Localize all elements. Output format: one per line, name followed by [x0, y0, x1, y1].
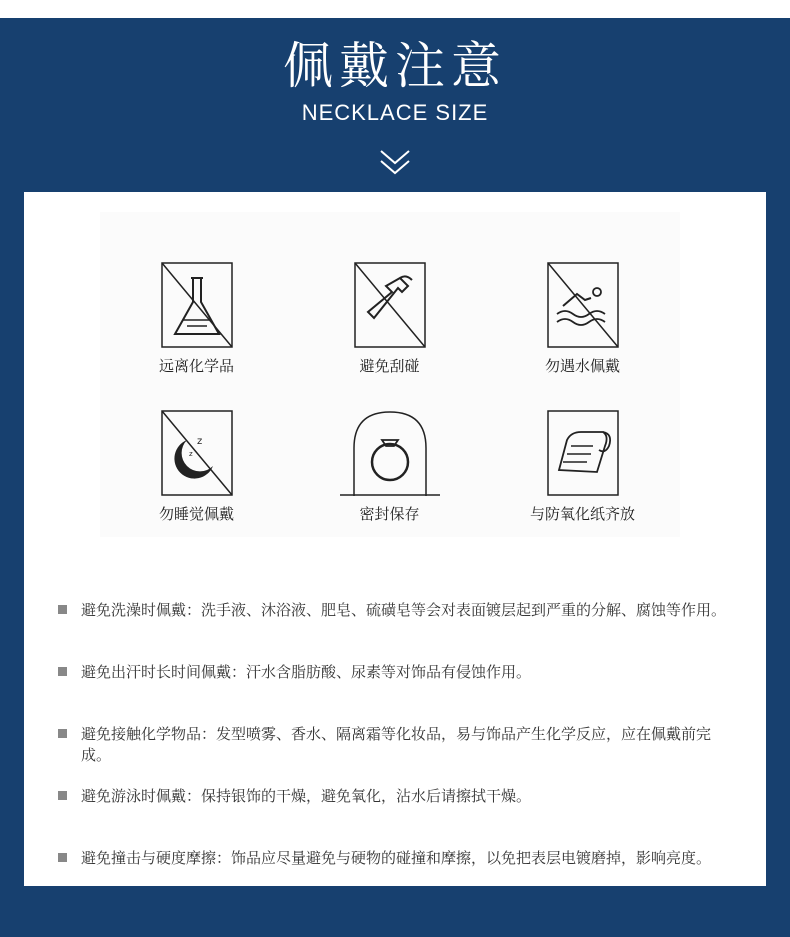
icon-item-sleep [100, 410, 293, 524]
icon-label: 勿睡觉佩戴 [158, 505, 234, 523]
icon-label: 远离化学品 [158, 357, 234, 375]
list-item [58, 848, 738, 869]
note-text: 避免洗澡时佩戴：洗手液、沐浴液、肥皂、硫磺皂等会对表面镀层起到严重的分解、腐蚀等作用。 [81, 601, 727, 619]
ring-storage-icon [340, 410, 440, 496]
page-subtitle: NECKLACE SIZE [301, 100, 489, 125]
sleep-moon-icon [161, 410, 233, 496]
note-text: 避免出汗时长时间佩戴：汗水含脂肪酸、尿素等对饰品有侵蚀作用。 [81, 663, 532, 681]
bullet-square-icon [58, 605, 67, 614]
note-text: 避免游泳时佩戴：保持银饰的干燥，避免氧化，沾水后请擦拭干燥。 [81, 787, 532, 805]
hammer-icon [354, 262, 426, 348]
list-item [58, 786, 738, 807]
icon-item-water [486, 262, 679, 376]
chemical-flask-icon [161, 262, 233, 348]
icon-label: 密封保存 [359, 505, 420, 523]
icon-item-chemicals [100, 262, 293, 376]
icon-item-sealed [293, 410, 486, 524]
page-title: 佩戴注意 [283, 37, 507, 95]
bullet-square-icon [58, 853, 67, 862]
icon-label: 与防氧化纸齐放 [529, 505, 635, 523]
icon-label: 勿遇水佩戴 [544, 357, 620, 375]
icon-item-antioxidant [486, 410, 679, 524]
bullet-square-icon [58, 729, 67, 738]
list-item [58, 724, 738, 766]
bullet-square-icon [58, 791, 67, 800]
icon-item-scratch [293, 262, 486, 376]
double-chevron-down-icon [378, 145, 412, 179]
note-text: 避免接触化学物品：发型喷雾、香水、隔离霜等化妆品，易与饰品产生化学反应，应在佩戴前完成。 [81, 725, 712, 764]
svg-text:z: z [188, 450, 193, 458]
bullet-square-icon [58, 667, 67, 676]
content-card [24, 192, 766, 886]
svg-text:z: z [196, 436, 202, 447]
swimming-icon [547, 262, 619, 348]
note-text: 避免撞击与硬度摩擦：饰品应尽量避免与硬物的碰撞和摩擦，以免把表层电镀磨掉，影响亮度。 [81, 849, 712, 867]
list-item [58, 662, 738, 683]
paper-roll-icon [547, 410, 619, 496]
icon-grid [100, 212, 680, 537]
icon-label: 避免刮碰 [359, 357, 420, 375]
list-item [58, 600, 738, 621]
